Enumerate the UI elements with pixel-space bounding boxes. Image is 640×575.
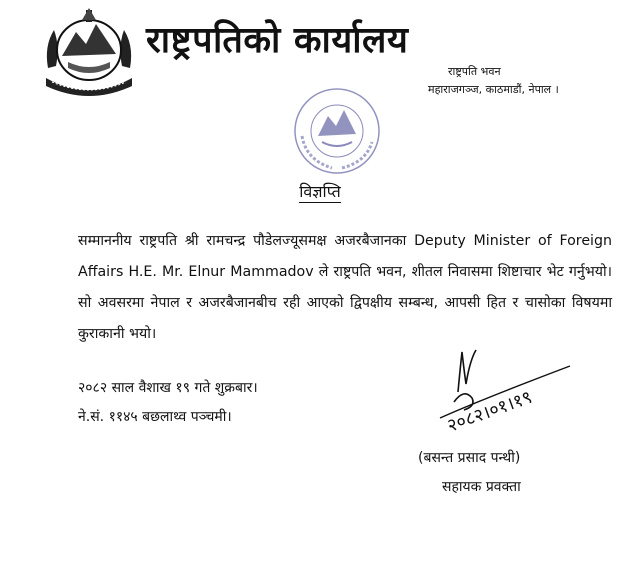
notice-body: सम्माननीय राष्ट्रपति श्री रामचन्द्र पौडेलज्यूसमक्ष अजरबैजानका Deputy Minister of Foreign Affairs H.E. Mr. Elnur Mammadov ले राष्ट्रपति भवन, शीतल निवासमा शिष्टाचार भेट गर्नुभयो। सो अवसरमा नेपाल र अजरबैजानबीच रही आएको द्विपक्षीय सम्बन्ध, आपसी हित र चासोका विषयमा कुराकानी भयो। bbox=[78, 233, 612, 342]
office-title: राष्ट्रपतिको कार्यालय bbox=[146, 20, 409, 61]
nepal-sambat-date: ने.सं. ११४५ बछलाथ्व पञ्चमी। bbox=[78, 409, 232, 425]
notice-heading: विज्ञप्ति bbox=[299, 182, 341, 201]
nepal-emblem-icon bbox=[38, 6, 140, 96]
address-line-2: महाराजगञ्ज, काठमाडौं, नेपाल । bbox=[428, 83, 559, 96]
notice-date: २०८२ साल वैशाख १९ गते शुक्रबार। bbox=[78, 380, 258, 396]
svg-text:२०८२।०१।१९: २०८२।०१।१९ bbox=[444, 386, 535, 437]
address-line-1: राष्ट्रपति भवन bbox=[448, 65, 501, 78]
signer-title: सहायक प्रवक्ता bbox=[442, 479, 521, 495]
signer-name: (बसन्त प्रसाद पन्थी) bbox=[418, 450, 521, 466]
office-stamp-icon bbox=[292, 86, 382, 176]
handwritten-signature bbox=[420, 340, 580, 440]
